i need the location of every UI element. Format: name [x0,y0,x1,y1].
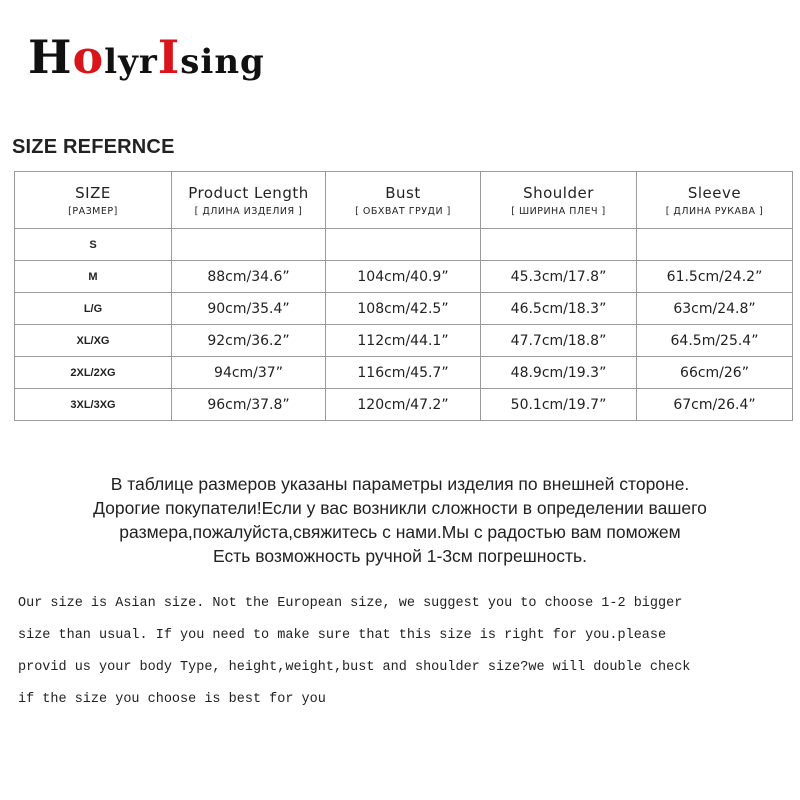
russian-note-line: Есть возможность ручной 1-3см погрешность. [213,546,587,566]
russian-note-line: Дорогие покупатели!Если у вас возникли сложности в определении вашего [93,498,707,518]
length-cell: 92cm/36.2” [172,325,326,357]
size-cell: 3XL/3XG [15,389,172,421]
page-title: SIZE REFERNCE [12,136,175,158]
header-product-length: Product Length [ ДЛИНА ИЗДЕЛИЯ ] [172,172,326,229]
size-cell: 2XL/2XG [15,357,172,389]
sleeve-cell [637,229,793,261]
sleeve-cell: 66cm/26” [637,357,793,389]
sleeve-cell: 61.5cm/24.2” [637,261,793,293]
table-header-row [15,172,793,229]
bust-cell: 112cm/44.1” [326,325,481,357]
shoulder-cell: 47.7cm/18.8” [481,325,637,357]
header-shoulder: Shoulder [ ШИРИНА ПЛЕЧ ] [481,172,637,229]
bust-cell: 120cm/47.2” [326,389,481,421]
size-table [14,171,793,421]
brand-logo-o: o [72,30,105,84]
header-sleeve: Sleeve [ ДЛИНА РУКАВА ] [637,172,793,229]
bust-cell: 116cm/45.7” [326,357,481,389]
sleeve-cell: 64.5m/25.4” [637,325,793,357]
brand-logo-i: I [157,30,181,84]
english-note-line: if the size you choose is best for you [18,692,326,707]
size-cell: S [15,229,172,261]
english-notes [18,590,788,718]
shoulder-cell: 50.1cm/19.7” [481,389,637,421]
size-cell: L/G [15,293,172,325]
sleeve-cell: 63cm/24.8” [637,293,793,325]
russian-note-line: размера,пожалуйста,свяжитесь с нами.Мы с радостью вам поможем [119,522,681,542]
length-cell: 88cm/34.6” [172,261,326,293]
table-row [15,293,793,325]
table-row [15,357,793,389]
russian-notes [0,472,800,568]
table-row [15,261,793,293]
length-cell: 94cm/37” [172,357,326,389]
english-note-line: provid us your body Type, height,weight,bust and shoulder size?we will double check [18,660,691,675]
size-cell: XL/XG [15,325,172,357]
russian-note-line: В таблице размеров указаны параметры изделия по внешней стороне. [110,474,690,494]
bust-cell: 104cm/40.9” [326,261,481,293]
header-size: SIZE [РАЗМЕР] [15,172,172,229]
english-note-line: Our size is Asian size. Not the European size, we suggest you to choose 1-2 bigger [18,596,683,611]
table-row [15,325,793,357]
length-cell: 96cm/37.8” [172,389,326,421]
shoulder-cell: 48.9cm/19.3” [481,357,637,389]
english-note-line: size than usual. If you need to make sure that this size is right for you.please [18,628,667,643]
shoulder-cell: 45.3cm/17.8” [481,261,637,293]
shoulder-cell: 46.5cm/18.3” [481,293,637,325]
header-bust: Bust [ ОБХВАТ ГРУДИ ] [326,172,481,229]
brand-logo-end: sing [180,42,265,82]
table-row [15,389,793,421]
table-row [15,229,793,261]
size-cell: M [15,261,172,293]
length-cell: 90cm/35.4” [172,293,326,325]
shoulder-cell [481,229,637,261]
brand-logo-initial: H [28,30,73,84]
bust-cell: 108cm/42.5” [326,293,481,325]
bust-cell [326,229,481,261]
length-cell [172,229,326,261]
brand-logo-mid: lyr [104,42,158,82]
brand-logo [28,30,265,84]
sleeve-cell: 67cm/26.4” [637,389,793,421]
